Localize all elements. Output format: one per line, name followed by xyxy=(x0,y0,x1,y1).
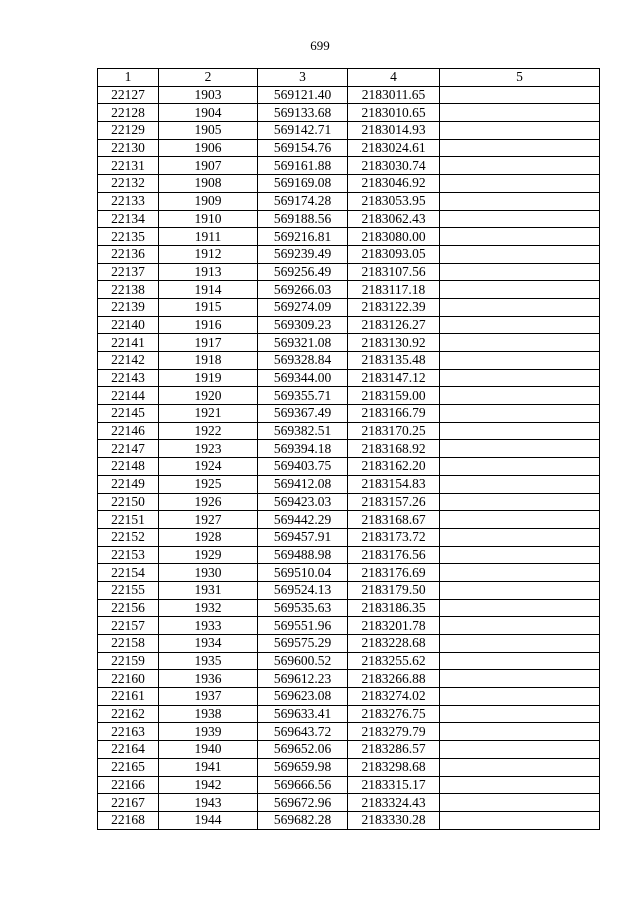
table-cell: 2183276.75 xyxy=(348,705,440,723)
table-cell xyxy=(440,599,600,617)
table-cell: 22149 xyxy=(98,475,159,493)
table-cell: 1917 xyxy=(159,334,258,352)
table-cell: 2183179.50 xyxy=(348,581,440,599)
table-row xyxy=(98,723,600,741)
column-header: 1 xyxy=(98,69,159,87)
table-cell: 1941 xyxy=(159,758,258,776)
table-cell: 2183053.95 xyxy=(348,192,440,210)
table-cell: 1919 xyxy=(159,369,258,387)
table-cell: 1931 xyxy=(159,581,258,599)
table-cell: 569382.51 xyxy=(258,422,348,440)
table-cell: 2183117.18 xyxy=(348,281,440,299)
table-cell: 1920 xyxy=(159,387,258,405)
table-cell: 22158 xyxy=(98,635,159,653)
table-row xyxy=(98,599,600,617)
table-row xyxy=(98,316,600,334)
table-cell: 1907 xyxy=(159,157,258,175)
table-row xyxy=(98,705,600,723)
table-cell: 1936 xyxy=(159,670,258,688)
table-cell: 569575.29 xyxy=(258,635,348,653)
table-cell xyxy=(440,811,600,829)
table-row xyxy=(98,758,600,776)
table-row xyxy=(98,369,600,387)
table-cell: 1924 xyxy=(159,458,258,476)
table-cell xyxy=(440,458,600,476)
table-cell: 2183062.43 xyxy=(348,210,440,228)
column-header: 3 xyxy=(258,69,348,87)
table-cell: 22168 xyxy=(98,811,159,829)
table-cell: 569524.13 xyxy=(258,581,348,599)
table-row xyxy=(98,298,600,316)
table-cell: 2183274.02 xyxy=(348,688,440,706)
table-cell xyxy=(440,334,600,352)
table-cell: 569121.40 xyxy=(258,86,348,104)
table-cell: 1912 xyxy=(159,245,258,263)
table-cell: 22165 xyxy=(98,758,159,776)
table-cell: 1929 xyxy=(159,546,258,564)
table-cell: 569633.41 xyxy=(258,705,348,723)
table-row xyxy=(98,175,600,193)
table-cell: 569412.08 xyxy=(258,475,348,493)
table-cell xyxy=(440,776,600,794)
table-cell: 2183130.92 xyxy=(348,334,440,352)
table-cell: 22148 xyxy=(98,458,159,476)
table-cell xyxy=(440,617,600,635)
table-cell xyxy=(440,245,600,263)
table-cell xyxy=(440,794,600,812)
table-cell: 22150 xyxy=(98,493,159,511)
table-cell xyxy=(440,104,600,122)
table-cell: 569510.04 xyxy=(258,564,348,582)
table-row xyxy=(98,776,600,794)
table-row xyxy=(98,334,600,352)
table-cell: 22140 xyxy=(98,316,159,334)
table-cell: 569666.56 xyxy=(258,776,348,794)
table-row xyxy=(98,228,600,246)
table-cell: 569672.96 xyxy=(258,794,348,812)
table-row xyxy=(98,688,600,706)
column-header: 2 xyxy=(159,69,258,87)
table-cell: 569355.71 xyxy=(258,387,348,405)
table-cell: 22142 xyxy=(98,352,159,370)
table-cell: 569188.56 xyxy=(258,210,348,228)
table-row xyxy=(98,352,600,370)
table-cell xyxy=(440,387,600,405)
table-cell: 1926 xyxy=(159,493,258,511)
table-cell: 1927 xyxy=(159,511,258,529)
table-cell xyxy=(440,440,600,458)
table-row xyxy=(98,811,600,829)
table-cell: 2183147.12 xyxy=(348,369,440,387)
table-cell xyxy=(440,688,600,706)
table-row xyxy=(98,458,600,476)
table-cell: 22162 xyxy=(98,705,159,723)
table-cell: 569659.98 xyxy=(258,758,348,776)
table-row xyxy=(98,139,600,157)
table-cell: 1937 xyxy=(159,688,258,706)
table-cell: 2183080.00 xyxy=(348,228,440,246)
table-cell: 22164 xyxy=(98,741,159,759)
table-cell: 569344.00 xyxy=(258,369,348,387)
table-cell: 22133 xyxy=(98,192,159,210)
table-cell: 1923 xyxy=(159,440,258,458)
table-cell: 2183046.92 xyxy=(348,175,440,193)
table-cell: 1905 xyxy=(159,122,258,140)
table-cell: 22138 xyxy=(98,281,159,299)
table-cell: 2183286.57 xyxy=(348,741,440,759)
table-row xyxy=(98,564,600,582)
table-cell: 2183255.62 xyxy=(348,652,440,670)
table-row xyxy=(98,617,600,635)
table-cell: 569394.18 xyxy=(258,440,348,458)
table-row xyxy=(98,387,600,405)
table-cell xyxy=(440,511,600,529)
table-cell xyxy=(440,758,600,776)
table-cell: 22155 xyxy=(98,581,159,599)
table-cell: 569169.08 xyxy=(258,175,348,193)
table-cell: 2183298.68 xyxy=(348,758,440,776)
table-row xyxy=(98,741,600,759)
table-cell: 1909 xyxy=(159,192,258,210)
table-cell xyxy=(440,86,600,104)
table-cell xyxy=(440,281,600,299)
table-cell: 22160 xyxy=(98,670,159,688)
table-cell: 569239.49 xyxy=(258,245,348,263)
table-cell: 2183168.92 xyxy=(348,440,440,458)
table-cell xyxy=(440,741,600,759)
table-cell: 22145 xyxy=(98,405,159,423)
table-cell: 1930 xyxy=(159,564,258,582)
table-row xyxy=(98,528,600,546)
table-body xyxy=(98,86,600,829)
table-cell: 569612.23 xyxy=(258,670,348,688)
table-cell: 569682.28 xyxy=(258,811,348,829)
table-cell: 569652.06 xyxy=(258,741,348,759)
table-cell xyxy=(440,652,600,670)
table-row xyxy=(98,511,600,529)
table-cell: 1933 xyxy=(159,617,258,635)
table-cell: 22141 xyxy=(98,334,159,352)
table-cell: 2183135.48 xyxy=(348,352,440,370)
table-cell: 1928 xyxy=(159,528,258,546)
table-cell xyxy=(440,352,600,370)
table-row xyxy=(98,281,600,299)
table-cell: 569488.98 xyxy=(258,546,348,564)
table-row xyxy=(98,210,600,228)
table-cell xyxy=(440,546,600,564)
table-row xyxy=(98,635,600,653)
table-row xyxy=(98,493,600,511)
table-cell: 569309.23 xyxy=(258,316,348,334)
table-cell: 2183162.20 xyxy=(348,458,440,476)
table-cell: 569423.03 xyxy=(258,493,348,511)
table-cell: 22152 xyxy=(98,528,159,546)
table-cell xyxy=(440,175,600,193)
table-cell xyxy=(440,581,600,599)
table-cell: 2183266.88 xyxy=(348,670,440,688)
page-number: 699 xyxy=(310,38,330,53)
table-cell: 1932 xyxy=(159,599,258,617)
table-cell: 2183168.67 xyxy=(348,511,440,529)
table-cell: 22129 xyxy=(98,122,159,140)
table-cell: 569161.88 xyxy=(258,157,348,175)
table-cell: 22134 xyxy=(98,210,159,228)
table-cell xyxy=(440,263,600,281)
table-header-row xyxy=(98,69,600,87)
table-cell xyxy=(440,493,600,511)
table-cell: 22159 xyxy=(98,652,159,670)
table-cell: 1925 xyxy=(159,475,258,493)
table-cell: 1910 xyxy=(159,210,258,228)
table-cell: 1934 xyxy=(159,635,258,653)
table-cell: 1904 xyxy=(159,104,258,122)
table-cell: 569133.68 xyxy=(258,104,348,122)
table-cell xyxy=(440,316,600,334)
table-cell: 2183154.83 xyxy=(348,475,440,493)
table-cell: 2183014.93 xyxy=(348,122,440,140)
table-cell: 2183093.05 xyxy=(348,245,440,263)
table-cell xyxy=(440,564,600,582)
table-cell: 2183159.00 xyxy=(348,387,440,405)
table-cell: 1942 xyxy=(159,776,258,794)
table-cell: 569256.49 xyxy=(258,263,348,281)
table-cell: 1918 xyxy=(159,352,258,370)
table-cell: 569174.28 xyxy=(258,192,348,210)
table-cell: 1921 xyxy=(159,405,258,423)
table-cell: 22153 xyxy=(98,546,159,564)
table-row xyxy=(98,652,600,670)
table-cell: 22154 xyxy=(98,564,159,582)
table-cell: 2183011.65 xyxy=(348,86,440,104)
table-cell: 2183122.39 xyxy=(348,298,440,316)
table-cell: 569535.63 xyxy=(258,599,348,617)
table-cell: 1938 xyxy=(159,705,258,723)
table-cell: 22156 xyxy=(98,599,159,617)
table-cell: 22143 xyxy=(98,369,159,387)
table-cell: 22131 xyxy=(98,157,159,175)
table-cell xyxy=(440,192,600,210)
table-cell xyxy=(440,528,600,546)
table-cell: 22137 xyxy=(98,263,159,281)
table-row xyxy=(98,192,600,210)
table-cell xyxy=(440,210,600,228)
table-cell: 22132 xyxy=(98,175,159,193)
table-cell: 569154.76 xyxy=(258,139,348,157)
table-cell xyxy=(440,422,600,440)
table-cell: 22128 xyxy=(98,104,159,122)
table-cell: 569321.08 xyxy=(258,334,348,352)
table-row xyxy=(98,440,600,458)
table-row xyxy=(98,794,600,812)
table-cell: 2183186.35 xyxy=(348,599,440,617)
table-cell: 2183173.72 xyxy=(348,528,440,546)
table-cell: 1943 xyxy=(159,794,258,812)
table-row xyxy=(98,546,600,564)
column-header: 4 xyxy=(348,69,440,87)
table-cell: 1944 xyxy=(159,811,258,829)
table-cell xyxy=(440,405,600,423)
table-cell: 22166 xyxy=(98,776,159,794)
table-cell xyxy=(440,723,600,741)
table-cell: 22167 xyxy=(98,794,159,812)
table-cell: 2183126.27 xyxy=(348,316,440,334)
coordinates-table xyxy=(97,68,600,830)
table-cell: 22139 xyxy=(98,298,159,316)
table-row xyxy=(98,104,600,122)
table-cell: 2183157.26 xyxy=(348,493,440,511)
table-cell: 569328.84 xyxy=(258,352,348,370)
table-row xyxy=(98,670,600,688)
table-cell xyxy=(440,369,600,387)
table-cell xyxy=(440,298,600,316)
table-cell: 1922 xyxy=(159,422,258,440)
table-cell: 2183176.56 xyxy=(348,546,440,564)
table-cell: 1940 xyxy=(159,741,258,759)
table-row xyxy=(98,581,600,599)
table-row xyxy=(98,122,600,140)
table-cell: 2183107.56 xyxy=(348,263,440,281)
table-cell: 2183315.17 xyxy=(348,776,440,794)
table-cell: 2183324.43 xyxy=(348,794,440,812)
table-cell: 22135 xyxy=(98,228,159,246)
table-cell: 22146 xyxy=(98,422,159,440)
table-cell xyxy=(440,139,600,157)
table-row xyxy=(98,86,600,104)
table-cell: 22130 xyxy=(98,139,159,157)
table-cell: 569274.09 xyxy=(258,298,348,316)
table-cell: 1903 xyxy=(159,86,258,104)
table-cell: 2183166.79 xyxy=(348,405,440,423)
table-cell xyxy=(440,122,600,140)
table-cell: 569216.81 xyxy=(258,228,348,246)
table-row xyxy=(98,405,600,423)
table-cell: 569266.03 xyxy=(258,281,348,299)
table-cell: 569551.96 xyxy=(258,617,348,635)
table-cell: 569623.08 xyxy=(258,688,348,706)
table-cell: 2183024.61 xyxy=(348,139,440,157)
table-cell: 1911 xyxy=(159,228,258,246)
table-cell: 569142.71 xyxy=(258,122,348,140)
table-cell: 569600.52 xyxy=(258,652,348,670)
table-cell: 2183176.69 xyxy=(348,564,440,582)
table-cell xyxy=(440,670,600,688)
table-cell: 569457.91 xyxy=(258,528,348,546)
table-cell: 22144 xyxy=(98,387,159,405)
table-cell: 2183010.65 xyxy=(348,104,440,122)
table-cell: 2183279.79 xyxy=(348,723,440,741)
table-cell: 1908 xyxy=(159,175,258,193)
table-cell: 22136 xyxy=(98,245,159,263)
table-cell xyxy=(440,705,600,723)
table-cell: 1914 xyxy=(159,281,258,299)
column-header: 5 xyxy=(440,69,600,87)
table-row xyxy=(98,422,600,440)
table-row xyxy=(98,263,600,281)
table-cell: 2183201.78 xyxy=(348,617,440,635)
table-cell: 22161 xyxy=(98,688,159,706)
table-cell: 1939 xyxy=(159,723,258,741)
table-cell: 569367.49 xyxy=(258,405,348,423)
table-cell: 2183170.25 xyxy=(348,422,440,440)
table-cell: 1915 xyxy=(159,298,258,316)
table-cell: 569442.29 xyxy=(258,511,348,529)
table-cell: 1935 xyxy=(159,652,258,670)
table-cell: 1913 xyxy=(159,263,258,281)
table-cell: 2183030.74 xyxy=(348,157,440,175)
table-cell xyxy=(440,157,600,175)
table-cell: 22157 xyxy=(98,617,159,635)
table-cell: 22127 xyxy=(98,86,159,104)
table-cell: 22163 xyxy=(98,723,159,741)
table-row xyxy=(98,157,600,175)
table-cell: 569643.72 xyxy=(258,723,348,741)
table-cell: 1906 xyxy=(159,139,258,157)
table-cell xyxy=(440,475,600,493)
table-cell: 2183228.68 xyxy=(348,635,440,653)
table-cell: 2183330.28 xyxy=(348,811,440,829)
table-row xyxy=(98,475,600,493)
table-cell: 22151 xyxy=(98,511,159,529)
table-cell: 22147 xyxy=(98,440,159,458)
table-row xyxy=(98,245,600,263)
table-cell: 1916 xyxy=(159,316,258,334)
table-cell: 569403.75 xyxy=(258,458,348,476)
table-cell xyxy=(440,228,600,246)
table-cell xyxy=(440,635,600,653)
